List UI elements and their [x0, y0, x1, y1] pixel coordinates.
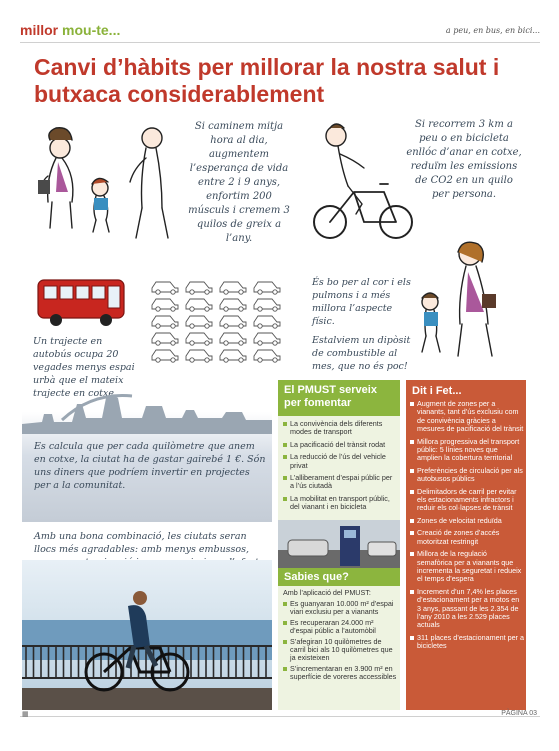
car-icon	[186, 333, 212, 345]
car-icon	[186, 350, 212, 362]
car-icon	[254, 316, 280, 328]
bus-space-note: Un trajecte en autobús ocupa 20 vegades menys espai urbà que el mateix trajecte en cotxe.	[33, 336, 135, 399]
sabies-item	[283, 638, 398, 663]
car-icon	[220, 350, 246, 362]
pmust-item-text: La pacificació del trànsit rodat	[290, 439, 386, 449]
seaside-cyclist-photo	[22, 560, 272, 710]
bullet-icon	[283, 476, 287, 480]
header-divider	[20, 42, 540, 43]
city-cost-note: Es calcula que per cada quilòmetre que anem en cotxe, la ciutat ha de gastar gairebé 1 €. Són uns diners que podríem invertir en projectes per a la comunitat.	[34, 441, 266, 491]
car-icon	[186, 316, 212, 328]
pmust-item-text: La reducció de l’ús del vehicle privat	[290, 452, 386, 470]
cyclist-illustration	[310, 118, 420, 248]
brand-part2: mou-te...	[62, 22, 121, 38]
pmust-heading: El PMUST serveix per fomentar	[278, 380, 400, 416]
bus-illustration	[36, 276, 126, 328]
car-icon	[152, 299, 178, 311]
better-cities-note: Amb una bona combinació, les ciutats seran llocs més agradables: amb menys embussos,	[34, 531, 250, 555]
sabies-list	[283, 600, 398, 684]
fet-item-text: 311 places d’estacionament per a bicicletes	[417, 632, 524, 651]
page-header	[20, 22, 540, 42]
pmust-item	[283, 495, 397, 512]
sabies-intro: Amb l’aplicació del PMUST:	[283, 588, 371, 597]
sabies-item-text: Es recuperaran 24.000 m² d’espai públic a l’automòbil	[290, 617, 376, 636]
cars-grid-illustration	[148, 276, 288, 364]
bullet-icon	[410, 552, 414, 556]
walking-benefits-note: Si caminem mitja hora al dia, augmentem l’esperança de vida entre 2 i 9 anys, enfortim 200 músculs i cremem 3 quilos de greix a l’any.	[188, 121, 290, 244]
car-icon	[220, 282, 246, 294]
page-title: Canvi d’hàbits per millorar la nostra salut i butxaca considerablement	[34, 54, 500, 107]
bullet-icon	[410, 469, 414, 473]
fuel-note-text: Estalviem un dipòsit de combustible al mes, que no és poc!	[312, 335, 411, 372]
dit-i-fet-heading: Dit i Fet...	[412, 385, 462, 397]
car-icon	[186, 282, 212, 294]
sabies-heading: Sabies que?	[278, 568, 400, 586]
bullet-icon	[410, 590, 414, 594]
footer-divider	[20, 716, 540, 717]
bullet-icon	[283, 497, 287, 501]
brand-part1: millor	[20, 22, 59, 38]
fet-item	[410, 634, 524, 651]
section-brand	[20, 22, 120, 38]
bullet-icon	[410, 531, 414, 535]
fet-item-text: Increment d’un 7,4% les places d’estacionament per a motos en 3 anys, passant de les 2.354 de l’any 2010 a les 2.529 places actuals	[417, 586, 520, 630]
health-savings-note	[312, 276, 412, 373]
dit-i-fet-list	[410, 400, 524, 655]
fet-item-text: Millora progressiva del transport públic: 5 línies noves que amplien la cobertura territorial	[417, 436, 520, 463]
heart-note-text: És bo per al cor i els pulmons i a més millora l’aspecte físic.	[312, 277, 411, 327]
bullet-icon	[283, 443, 287, 447]
pmust-item	[283, 453, 397, 470]
pmust-list	[283, 420, 397, 516]
car-icon	[254, 333, 280, 345]
fet-item	[410, 550, 524, 584]
fet-item	[410, 517, 524, 525]
car-icon	[152, 350, 178, 362]
pmust-item-text: L’alliberament d’espai públic per a l’ús ciutadà	[290, 473, 393, 491]
pmust-item	[283, 441, 397, 449]
pmust-item	[283, 474, 397, 491]
fet-item-text: Millora de la regulació semafòrica per a vianants que incrementa la seguretat i redueix el temps d’espera	[417, 549, 522, 584]
pmust-item-text: La convivència dels diferents modes de transport	[290, 419, 383, 437]
pmust-item	[283, 420, 397, 437]
car-icon	[186, 299, 212, 311]
car-icon	[220, 333, 246, 345]
bullet-icon	[283, 667, 287, 671]
bullet-icon	[410, 636, 414, 640]
sabies-item-text: S’afegiran 10 quilòmetres de carril bici als 10 quilòmetres que ja existeixen	[290, 636, 393, 663]
car-icon	[254, 350, 280, 362]
car-icon	[152, 282, 178, 294]
mother-child-illustration	[410, 238, 520, 368]
sabies-item	[283, 665, 398, 682]
page-number: PÀGINA 03	[501, 710, 537, 717]
fet-item-text: Zones de velocitat reduïda	[417, 515, 502, 525]
car-icon	[152, 316, 178, 328]
fet-item-text: Creació de zones d’accés motoritzat restringit	[417, 528, 500, 546]
car-icon	[220, 299, 246, 311]
bullet-icon	[410, 402, 414, 406]
sabies-item	[283, 619, 398, 636]
footer-logo-icon: ▦	[22, 711, 29, 718]
car-icon	[254, 282, 280, 294]
bullet-icon	[283, 455, 287, 459]
bullet-icon	[283, 422, 287, 426]
fet-item	[410, 488, 524, 513]
fet-item	[410, 467, 524, 484]
bullet-icon	[283, 621, 287, 625]
bullet-icon	[283, 640, 287, 644]
cycling-benefits-note: Si recorrem 3 km a peu o en bicicleta enllóc d’anar en cotxe, reduïm les emissions de CO2 en un quilo per persona.	[406, 119, 522, 200]
city-skyline-illustration	[22, 384, 272, 434]
sabies-item	[283, 600, 398, 617]
fet-item	[410, 588, 524, 630]
header-tagline: a peu, en bus, en bici...	[445, 26, 540, 35]
fet-item-text: Augment de zones per a vianants, tant d’ús exclusiu com de convivència gràcies a mesures de pacificació del trànsit	[417, 399, 524, 434]
fet-item-text: Delimitadors de carril per evitar els estacionaments infractors i reduir els col·lapses de trànsit	[417, 486, 517, 513]
parking-meter-photo	[278, 520, 400, 568]
walking-family-illustration	[34, 118, 184, 248]
bullet-icon	[410, 440, 414, 444]
pmust-item-text: La mobilitat en transport públic, del vianant i en bicicleta	[290, 493, 390, 512]
fet-item	[410, 400, 524, 434]
sabies-item-text: S’incrementaran en 3.900 m² en superfície de voreres accessibles	[290, 663, 397, 682]
bullet-icon	[410, 519, 414, 523]
bullet-icon	[283, 602, 287, 606]
fet-item-text: Preferències de circulació per als autobusos públics	[417, 465, 523, 484]
fet-item	[410, 438, 524, 463]
car-icon	[254, 299, 280, 311]
sabies-item-text: Es guanyaran 10.000 m² d’espai viari exclusiu per a vianants	[290, 599, 394, 617]
bullet-icon	[410, 490, 414, 494]
fet-item	[410, 529, 524, 546]
car-icon	[220, 316, 246, 328]
car-icon	[152, 333, 178, 345]
